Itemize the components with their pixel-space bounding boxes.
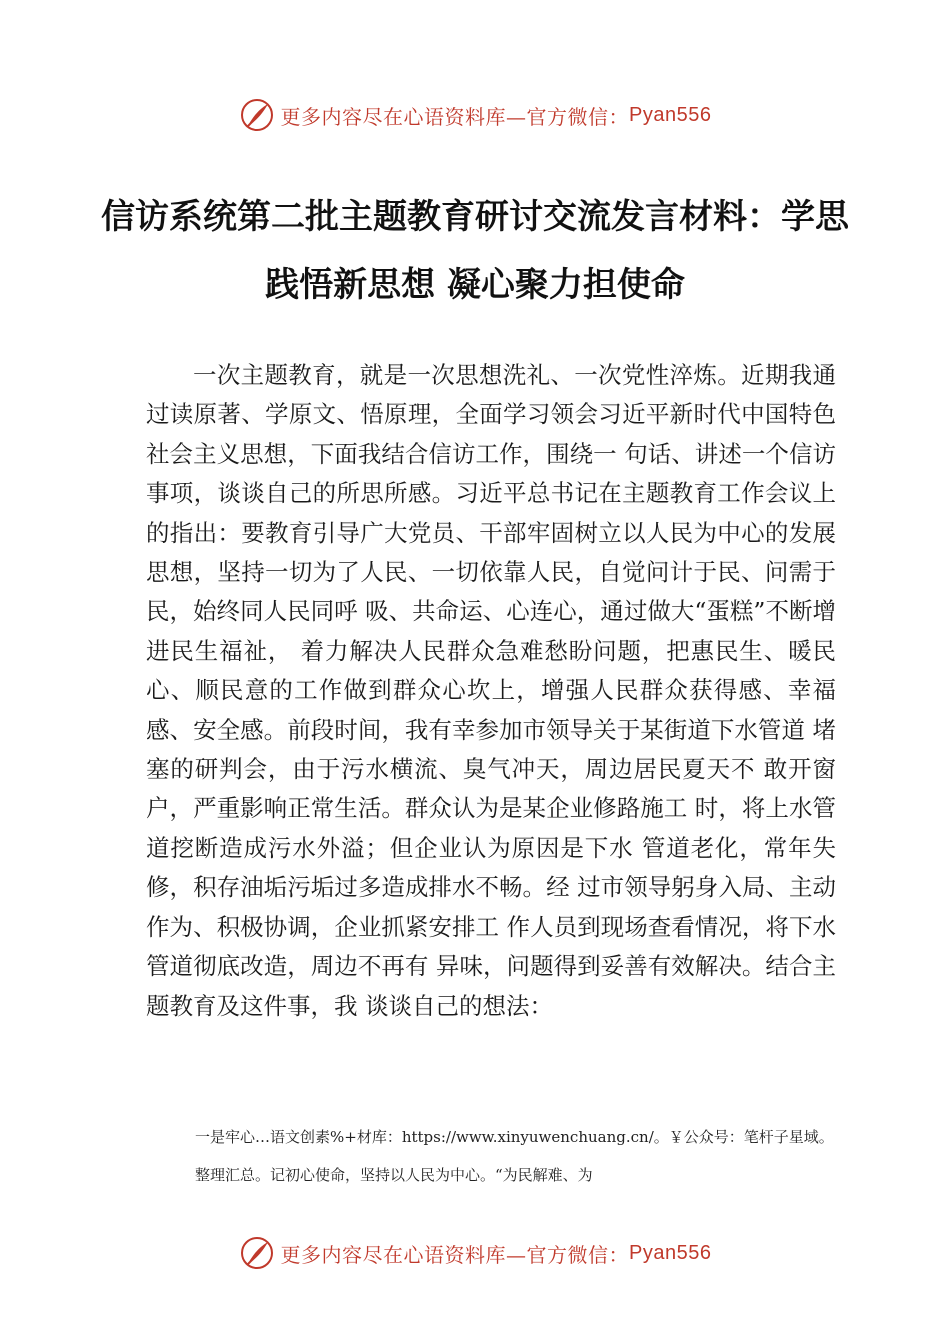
wechat-id: Pyan556 [629, 103, 712, 126]
banner-text: 更多内容尽在心语资料库—官方微信： [280, 104, 630, 129]
quill-logo-icon [239, 1235, 275, 1271]
banner-text: 更多内容尽在心语资料库—官方微信： [280, 1242, 630, 1267]
quill-logo-icon [239, 97, 275, 133]
document-title: 信访系统第二批主题教育研讨交流发言材料：学思践悟新思想 凝心聚力担使命 [101, 197, 849, 305]
footnote-text: 一是牢心…语文创素%+材库：https://www.xinyuwenchuang.cn/。￥公众号：笔杆子星域。整理汇总。记初心使命，坚持以人民为中心。“为民解难、为 [195, 1128, 834, 1184]
footer-banner [0, 1233, 950, 1273]
header-banner [0, 95, 950, 135]
wechat-id: Pyan556 [629, 1241, 712, 1264]
body-paragraph: 一次主题教育，就是一次思想洗礼、一次党性淬炼。近期我通过读原著、学原文、悟原理，全面学习领会习近平新时代中国特色社会主义思想，下面我结合信访工作，围绕一 句话、讲述一个信访事项，谈谈自己的所思所感。习近平总书记在主题教育工作会议上的指出：要教育引导广大党员、干部牢固树立以人民为中心的发展思想，坚持一切为了人民、一切依靠人民，自觉问计于民、问需于民，始终同人民同呼 吸、共命运、心连心，通过做大“蛋糕”不断增进民生福祉， 着力解决人民群众急难愁盼问题，把惠民生、暖民心、顺民意的工作做到群众心坎上，增强人民群众获得感、幸福感、安全感。前段时间，我有幸参加市领导关于某街道下水管道 堵塞的研判会，由于污水横流、臭气冲天，周边居民夏天不 敢开窗户，严重影响正常生活。群众认为是某企业修路施工 时，将上水管道挖断造成污水外溢；但企业认为原因是下水 管道老化，常年失修，积存油垢污垢过多造成排水不畅。经 过市领导躬身入局、主动作为、积极协调，企业抓紧安排工 作人员到现场查看情况，将下水管道彻底改造，周边不再有 异味，问题得到妥善有效解决。结合主题教育及这件事，我 谈谈自己的想法： [146, 361, 836, 1020]
